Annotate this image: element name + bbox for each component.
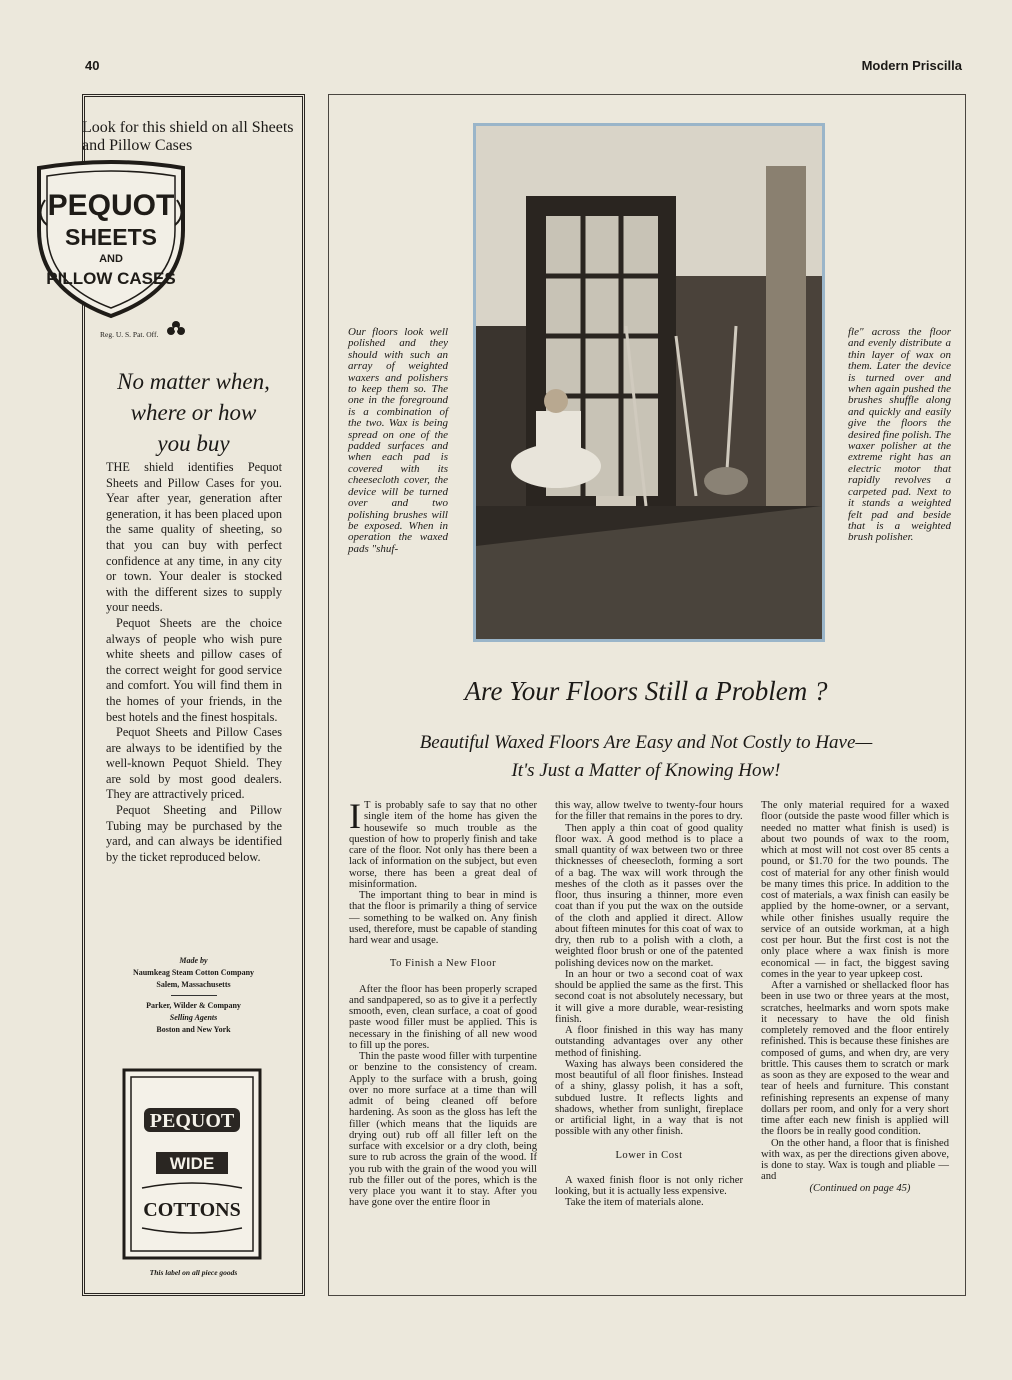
ad-tagline-line2: and Pillow Cases: [82, 137, 193, 154]
company-name: Naumkeag Steam Cotton Company: [132, 968, 255, 977]
col2-paragraph-4: A floor finished in this way has many outstanding advantages over any other method of finishing.: [555, 1025, 743, 1059]
label-bottom: COTTONS: [143, 1199, 241, 1221]
shield-line2: SHEETS: [64, 224, 158, 250]
col3-paragraph-3: On the other hand, a floor that is finished with wax, as per the directions given above, is done to stay. Wax is tough and pliable — and: [761, 1137, 949, 1183]
shield-line3: AND: [99, 253, 123, 265]
col3-paragraph-2: After a varnished or shellacked floor has been in use two or three years at the most, scratches, heelmarks and worn spots make it necessary to have the old finish completely removed and the floor entirely refinished. This is because these finishes are composed of gums, and when dry, are very brittle. This causes them to scratch or mark as soon as they are exposed to the wear and tear of heels and furniture. This constant refinishing represents an expense of many dollars per room, and only for a very short time after each new finish is applied will the floors be in really good condition.: [761, 980, 949, 1138]
made-by-label: Made by: [179, 956, 208, 965]
col3-paragraph-1: The only material required for a waxed floor (outside the paste wood filler which is needed no matter what finish is used) is about two pounds of wax to the room, which at most will not cost over 85 cents a pound, or $1.70 for the two pounds. The cost of material for any other finish would be many times this price. In addition to the cost of materials, a wax finish can easily be applied by the home-owner, or a servant, while other finishes usually require the service of an outside workman, at a high cost per hour. But the first cost is not the only place where a wax finish is more economical — in fact, the biggest saving comes in the year to year upkeep cost.: [761, 800, 949, 980]
photo-caption-right: fle" across the floor and evenly distribute a thin layer of wax on them. Later the device is turned over and when again pushed the brushes shuffle along and quickly and easily give the floors the desired fine polish. The waxer polisher at the extreme right has an electric motor that rapidly revolves a carpeted pad. Next to it stands a weighted felt pad and beside that is a weighted brush polisher.: [848, 326, 951, 544]
col1-paragraph-2: The important thing to bear in mind is that the floor is primarily a thing of service — something to be walked on. Any finish used, therefore, must be capable of standing hard wear and usage.: [349, 890, 537, 946]
section-heading-finish: To Finish a New Floor: [389, 958, 497, 970]
col2-paragraph-5: Waxing has always been considered the most beautiful of all floor finishes. Instead of a shiny, glassy polish, it has a soft, subdued lustre. It reflects lights and shadows, whether from sunlight, fireplace or artificial light, in a way that is not possible with any other finish.: [555, 1058, 743, 1138]
label-top: PEQUOT: [149, 1110, 235, 1132]
article-column-2: [555, 800, 743, 1209]
agents-company: Parker, Wilder & Company: [146, 1001, 241, 1010]
col2-paragraph-7: Take the item of materials alone.: [565, 1197, 704, 1209]
ad-headline: [82, 366, 305, 459]
manufacturer-block: [82, 955, 305, 1036]
magazine-title: Modern Priscilla: [861, 58, 962, 73]
shield-line4: PILLOW CASES: [46, 269, 176, 288]
section-heading-cost: Lower in Cost: [615, 1149, 683, 1161]
ad-paragraph-3: Pequot Sheets and Pillow Cases are always to be identified by the well-known Pequot Shield. They are sold by most good dealers. They are attractively priced.: [106, 725, 282, 802]
agents-location: Boston and New York: [156, 1025, 231, 1034]
pequot-shield-logo: [25, 160, 197, 320]
ad-paragraph-2: Pequot Sheets are the choice always of people who wish pure white sheets and pillow cases of the correct weight for good service and comfort. You will find them in the homes of your friends, in the best hotels and the finest hospitals.: [106, 615, 282, 724]
floor-waxing-photo: [473, 123, 825, 642]
col1-paragraph-1: [349, 796, 537, 890]
ad-tagline: [82, 119, 305, 155]
label-middle: WIDE: [169, 1154, 215, 1173]
ad-headline-line1: No matter when,: [117, 369, 270, 394]
divider: [171, 995, 217, 996]
article-column-1: [349, 796, 537, 1209]
photo-illustration: [476, 126, 822, 639]
article-subtitle-2: It's Just a Matter of Knowing How!: [511, 760, 781, 781]
label-caption: This label on all piece goods: [149, 1268, 238, 1277]
ad-paragraph-4: Pequot Sheeting and Pillow Tubing may be purchased by the yard, and can always be identified by the ticket reproduced below.: [106, 803, 282, 864]
ad-headline-line3: you buy: [157, 431, 230, 456]
col2-paragraph-6: A waxed finish floor is not only richer looking, but it is actually less expensive.: [555, 1174, 743, 1197]
article-column-3: [761, 800, 949, 1194]
col1-paragraph-1-text: T is probably safe to say that no other single item of the home has given the housewife so much trouble as the question of how to properly finish and take care of the floor. Not only has there been a lack of information on the subject, but even worse, there has been a great deal of misinformation.: [349, 800, 537, 890]
page-number: 40: [85, 58, 100, 73]
ad-paragraph-1: THE shield identifies Pequot Sheets and Pillow Cases for you. Year after year, generation after generation, it has been placed upon the same quality of sheeting, so that you can buy with perfect confidence at any time, in any city or town. Your dealer is stocked with the different sizes to supply your needs.: [106, 460, 282, 615]
ad-tagline-line1: Look for this shield on all Sheets: [82, 119, 294, 136]
col1-paragraph-4: Thin the paste wood filler with turpentine or benzine to the consistency of cream. Apply to the surface with a brush, going over no more surface at a time than will admit of being cleaned off before hardening. As soon as the gloss has left the filler (which means that the liquids are drying out) rub off all filler left on the surface with excelsior or a dry cloth, being sure to rub across the grain of the wood. If you rub with the grain of the wood you will rub the filler out of the pores, which is the very place you want it to stay. After you have gone over the entire floor in: [349, 1051, 537, 1209]
ad-headline-line2: where or how: [130, 400, 257, 425]
shield-line1: PEQUOT: [47, 189, 175, 222]
trademark-notice: Reg. U. S. Pat. Off.: [100, 330, 159, 339]
col2-paragraph-3: In an hour or two a second coat of wax should be applied the same as the first. This second coat is not absolutely necessary, but it will give a more durable, wear-resisting finish.: [555, 968, 743, 1025]
ad-body-copy: [106, 460, 282, 865]
article-subtitle-1: Beautiful Waxed Floors Are Easy and Not Costly to Have—: [419, 732, 873, 753]
company-location: Salem, Massachusetts: [156, 980, 231, 989]
agents-role: Selling Agents: [169, 1013, 218, 1022]
col1-paragraph-3: After the floor has been properly scraped and sandpapered, so as to give it a perfectly smooth, even, clean surface, a coat of good paste wood filler must be applied. This is necessary in the finishing of all new wood to fill up the pores.: [349, 983, 537, 1051]
pequot-label-image: [122, 1068, 262, 1260]
col2-paragraph-2: Then apply a thin coat of good quality floor wax. A good method is to place a small quantity of wax between two or three thicknesses of cheesecloth, forming a sort of a bag. The wax will work through the meshes of the cloth as it passes over the floor, thus insuring a thinner, more even coat than if you put the wax on the outside of the cloth and applied it direct. Allow about fifteen minutes for this coat of wax to dry, then rub to a polish with a cloth, a weighted floor brush or one of the patented polishing devices now on the market.: [555, 822, 743, 969]
col2-paragraph-1: this way, allow twelve to twenty-four hours for the filler that remains in the pores to dry.: [555, 800, 743, 823]
continued-notice: (Continued on page 45): [809, 1182, 911, 1194]
ornament-icon: [165, 318, 187, 340]
article-title: Are Your Floors Still a Problem ?: [464, 676, 828, 706]
photo-caption-left: Our floors look well polished and they should with such an array of weighted waxers and polishers to keep them so. The one in the foreground is a combination of the two. Wax is being spread on one of the padded surfaces and when each pad is covered with its cheesecloth cover, the device will be turned over and two polishing brushes will be exposed. When in operation the waxed pads "shuf-: [348, 326, 448, 555]
drop-cap: I: [349, 796, 361, 836]
